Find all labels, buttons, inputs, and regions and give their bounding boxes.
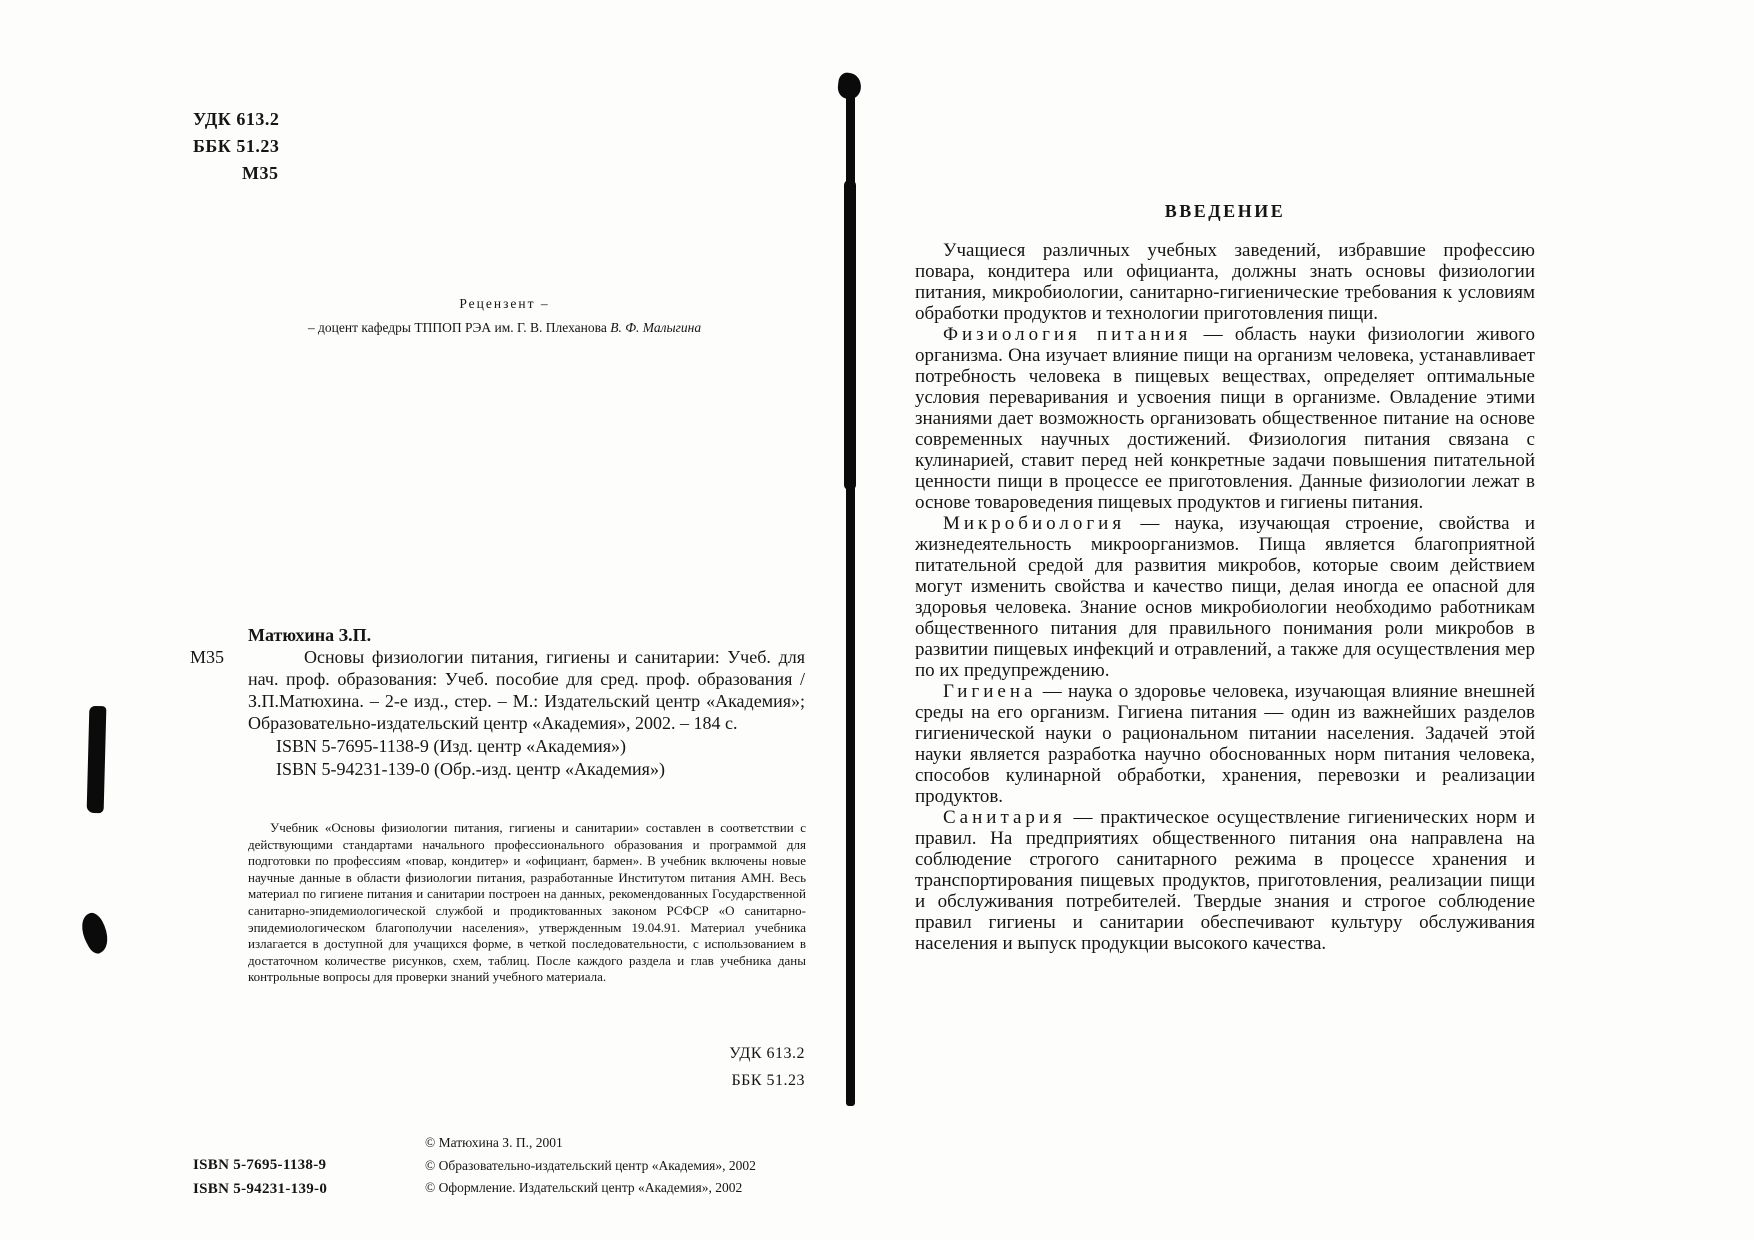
isbn-line: ISBN 5-7695-1138-9 (Изд. центр «Академия») xyxy=(276,736,627,756)
intro-paragraph xyxy=(915,324,1535,513)
annotation-text: Учебник «Основы физиологии питания, гигиены и санитарии» составлен в соответствии с действующими стандартами начального профессионального образования и программой для подготовки по профессиям «повар, кондитер» и «официант, бармен». В учебник включены новые научные данные в области физиологии питания, разработанные Институтом питания АМН. Весь материал по гигиене питания и санитарии построен на данных, рекомендованных Государственной санитарно-эпидемиологической службой и продиктованных законом РСФСР «О санитарно-эпидемиологическом благополучии населения», утвержденным 19.04.91. Материал учебника излагается в доступной для учащихся форме, в четкой последовательности, с использованием в достаточном количестве рисунков, схем, таблиц. После каждого раздела и глав учебника даны контрольные вопросы для проверки знаний учебного материала. xyxy=(248,820,806,985)
page-gutter-shadow-mid xyxy=(844,180,856,490)
reviewer-heading: Рецензент – xyxy=(459,296,550,311)
udc-code: УДК 613.2 xyxy=(729,1045,805,1062)
intro-term: Гигиена xyxy=(943,681,1037,702)
copyright-line: © Матюхина З. П., 2001 xyxy=(425,1135,563,1150)
bib-index-code: М35 xyxy=(190,647,225,667)
intro-paragraph xyxy=(915,240,1535,324)
chapter-body xyxy=(915,240,1535,954)
intro-text: — практическое осуществление гигиенических норм и правил. На предприятиях общественного питания она направлена на соблюдение строгого санитарного режима в процессе хранения и транспортирования пищевых продуктов, приготовления, реализации пищи и обслуживания потребителей. Твердые знания и строгое соблюдение правил гигиены и санитарии обеспечивают культуру обслуживания населения и выпуск продукции высокого качества. xyxy=(915,807,1535,954)
copyright-line: © Образовательно-издательский центр «Академия», 2002 xyxy=(425,1157,756,1173)
copyright-block xyxy=(425,1132,756,1200)
bib-author: Матюхина З.П. xyxy=(248,625,372,645)
reviewer-title: – доцент кафедры ТППОП РЭА им. Г. В. Плеханова xyxy=(307,320,611,335)
bbk-code: ББК 51.23 xyxy=(731,1072,805,1089)
chapter-title: ВВЕДЕНИЕ xyxy=(1164,201,1286,221)
annotation-block xyxy=(248,820,806,986)
page-gutter-shadow-top xyxy=(837,72,863,101)
intro-paragraph xyxy=(915,513,1535,681)
classification-codes-bottom xyxy=(640,1040,805,1094)
intro-text: — область науки физиологии живого организма. Она изучает влияние пищи на организм человека, устанавливает потребность человека в пищевых веществах, определяет оптимальные условия переваривания и усвоения пищи в организме. Овладение этими знаниями дает возможность организовать общественное питание на основе современных научных достижений. Физиология питания связана с кулинарией, ставит перед ней конкретные задачи повышения питательной ценности пищи в процессе ее приготовления. Данные физиологии лежат в основе товароведения пищевых продуктов и гигиены питания. xyxy=(915,324,1535,513)
isbn-footer xyxy=(193,1153,327,1201)
isbn-line: ISBN 5-7695-1138-9 xyxy=(193,1157,327,1173)
copyright-line: © Оформление. Издательский центр «Академия», 2002 xyxy=(425,1180,743,1195)
intro-text: Учащиеся различных учебных заведений, избравшие профессию повара, кондитера или официанта, должны знать основы физиологии питания, микробиологии, санитарно-гигиенические требования к условиям обработки продуктов и технологии приготовления пищи. xyxy=(915,240,1535,324)
bib-entry-row xyxy=(190,646,810,734)
intro-paragraph xyxy=(915,807,1535,954)
intro-text: — наука, изучающая строение, свойства и жизнедеятельность микроорганизмов. Пища является благоприятной питательной средой для развития микробов, которые своим действием могут изменить свойства и качество пищи, делая иногда ее опасной для здоровья человека. Знание основ микробиологии необходимо работникам общественного питания для правильного понимания роли микробов в развитии пищевых инфекций и отравлений, а также для осуществления мер по их предупреждению. xyxy=(915,513,1535,681)
intro-paragraph xyxy=(915,681,1535,807)
intro-term: Санитария xyxy=(943,807,1066,828)
udc-code: УДК 613.2 xyxy=(193,109,280,129)
bibliographic-record xyxy=(190,624,810,780)
isbn-line: ISBN 5-94231-139-0 xyxy=(193,1181,328,1197)
bbk-code: ББК 51.23 xyxy=(193,136,280,156)
bib-entry-text: Основы физиологии питания, гигиены и санитарии: Учеб. для нач. проф. образования: Учеб. пособие для сред. проф. образования / З.П.Матюхина. – 2-е изд., стер. – М.: Издательский центр «Академия»; Образовательно-издательский центр «Академия», 2002. – 184 с. xyxy=(248,647,805,733)
isbn-line: ISBN 5-94231-139-0 (Обр.-изд. центр «Академия») xyxy=(276,759,665,779)
intro-term: Физиология питания xyxy=(943,324,1192,345)
author-sign-code: М35 xyxy=(242,163,279,183)
reviewer-block xyxy=(252,292,757,340)
scan-artifact-blob xyxy=(75,910,115,957)
intro-term: Микробиология xyxy=(943,513,1126,534)
reviewer-name: В. Ф. Малыгина xyxy=(610,320,702,335)
intro-text: — наука о здоровье человека, изучающая влияние внешней среды на его организм. Гигиена питания — один из важнейших разделов гигиенической науки о рациональном питании населения. Задачей этой науки является разработка научно обоснованных норм питания человека, способов кулинарной обработки, хранения, перевозки и реализации продуктов. xyxy=(915,681,1535,807)
scan-artifact-blob xyxy=(87,706,107,813)
reviewer-line xyxy=(252,316,757,340)
classification-codes-top xyxy=(193,106,279,187)
